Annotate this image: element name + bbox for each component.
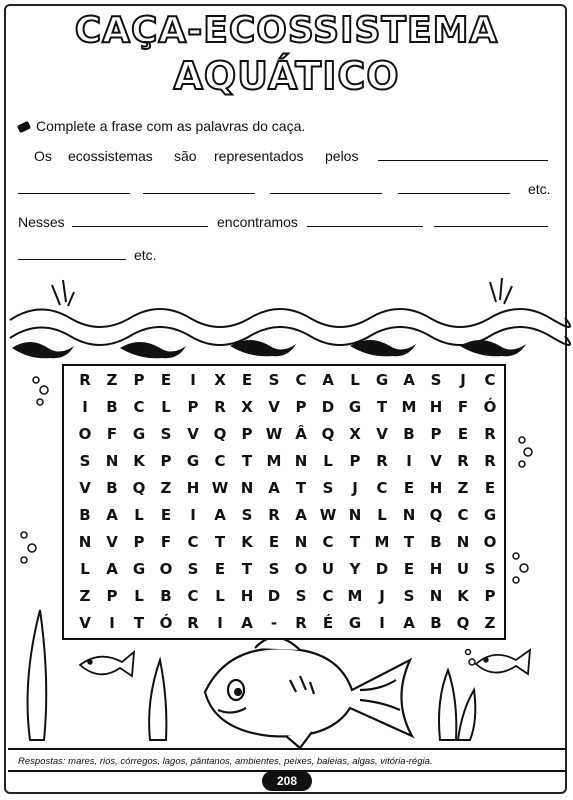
- grid-letter[interactable]: Q: [456, 614, 470, 632]
- grid-letter[interactable]: X: [214, 371, 226, 389]
- grid-letter[interactable]: V: [430, 452, 442, 470]
- grid-letter[interactable]: W: [211, 479, 229, 497]
- grid-letter[interactable]: N: [294, 533, 308, 551]
- grid-letter[interactable]: Ó: [159, 614, 173, 632]
- grid-letter[interactable]: U: [456, 560, 470, 578]
- grid-letter[interactable]: N: [429, 587, 443, 605]
- grid-letter[interactable]: F: [106, 425, 118, 443]
- grid-letter[interactable]: L: [350, 371, 360, 389]
- grid-letter[interactable]: K: [133, 452, 145, 470]
- grid-letter[interactable]: W: [319, 506, 337, 524]
- grid-letter[interactable]: H: [429, 398, 443, 416]
- grid-letter[interactable]: R: [187, 614, 199, 632]
- grid-letter[interactable]: P: [133, 371, 145, 389]
- sentence1-word: representados: [214, 148, 304, 164]
- grid-letter[interactable]: F: [160, 533, 172, 551]
- grid-letter[interactable]: C: [484, 371, 496, 389]
- grid-letter[interactable]: L: [161, 398, 171, 416]
- grid-letter[interactable]: I: [406, 452, 412, 470]
- grid-letter[interactable]: M: [347, 587, 363, 605]
- grid-letter[interactable]: C: [214, 452, 226, 470]
- grid-letter[interactable]: Ó: [483, 398, 497, 416]
- grid-letter[interactable]: É: [322, 614, 334, 632]
- grid-letter[interactable]: B: [160, 587, 172, 605]
- grid-letter[interactable]: V: [187, 425, 199, 443]
- sentence1-word: Os: [34, 148, 52, 164]
- grid-letter[interactable]: J: [460, 371, 466, 389]
- grid-letter[interactable]: O: [78, 425, 92, 443]
- sentence1-word: são: [174, 148, 197, 164]
- grid-letter[interactable]: S: [241, 506, 253, 524]
- grid-letter[interactable]: E: [241, 371, 253, 389]
- grid-letter[interactable]: R: [214, 398, 226, 416]
- grid-letter[interactable]: Q: [429, 506, 443, 524]
- grid-letter[interactable]: E: [403, 479, 415, 497]
- grid-letter[interactable]: H: [429, 479, 443, 497]
- grid-letter[interactable]: Â: [295, 425, 307, 443]
- grid-letter[interactable]: A: [322, 371, 334, 389]
- grid-letter[interactable]: N: [294, 452, 308, 470]
- grid-letter[interactable]: B: [79, 506, 91, 524]
- grid-letter[interactable]: M: [401, 398, 417, 416]
- sentence2-word: Nesses: [18, 214, 65, 230]
- grid-letter[interactable]: T: [133, 614, 145, 632]
- waves: [10, 309, 570, 345]
- grid-letter[interactable]: E: [403, 560, 415, 578]
- grid-letter[interactable]: P: [349, 452, 361, 470]
- page-number: 208: [262, 771, 312, 791]
- grid-letter[interactable]: S: [403, 587, 415, 605]
- grid-letter[interactable]: R: [295, 614, 307, 632]
- grid-letter[interactable]: S: [295, 587, 307, 605]
- grid-letter[interactable]: N: [402, 506, 416, 524]
- grid-letter[interactable]: W: [265, 425, 283, 443]
- grid-letter[interactable]: B: [430, 533, 442, 551]
- sentence2-word: encontramos: [217, 214, 298, 230]
- grid-letter[interactable]: T: [214, 533, 226, 551]
- grid-letter[interactable]: S: [268, 560, 280, 578]
- grid-letter[interactable]: G: [483, 506, 497, 524]
- grid-letter[interactable]: T: [376, 398, 388, 416]
- grid-letter[interactable]: K: [457, 587, 469, 605]
- grid-letter[interactable]: N: [78, 533, 92, 551]
- grid-letter[interactable]: G: [132, 560, 146, 578]
- grid-letter[interactable]: D: [321, 398, 335, 416]
- grid-letter[interactable]: X: [241, 398, 253, 416]
- sentence1-end: etc.: [528, 181, 551, 197]
- grid-letter[interactable]: C: [295, 371, 307, 389]
- grid-letter[interactable]: H: [429, 560, 443, 578]
- grid-letter[interactable]: N: [240, 479, 254, 497]
- grid-letter[interactable]: T: [295, 479, 307, 497]
- answer-key: Respostas: mares, rios, córregos, lagos, pântanos, ambientes, peixes, baleias, algas, vitória-régia.: [8, 748, 565, 772]
- grid-letter[interactable]: N: [348, 506, 362, 524]
- grid-letter[interactable]: N: [105, 452, 119, 470]
- water-splash-icon: [490, 278, 512, 304]
- grid-letter[interactable]: Z: [79, 587, 91, 605]
- grid-letter[interactable]: B: [430, 614, 442, 632]
- grid-letter[interactable]: S: [322, 479, 334, 497]
- grid-letter[interactable]: S: [268, 371, 280, 389]
- grid-letter[interactable]: P: [430, 425, 442, 443]
- grid-letter[interactable]: M: [266, 452, 282, 470]
- grid-letter[interactable]: I: [379, 614, 385, 632]
- grid-letter[interactable]: C: [187, 533, 199, 551]
- grid-letter[interactable]: E: [160, 371, 172, 389]
- grid-letter[interactable]: H: [240, 587, 254, 605]
- grid-letter[interactable]: R: [79, 371, 91, 389]
- grid-letter[interactable]: A: [403, 371, 415, 389]
- grid-letter[interactable]: R: [457, 452, 469, 470]
- grid-letter[interactable]: L: [134, 587, 144, 605]
- grid-letter[interactable]: C: [133, 398, 145, 416]
- grid-letter[interactable]: A: [403, 614, 415, 632]
- grid-letter[interactable]: Z: [160, 479, 172, 497]
- grid-letter[interactable]: P: [133, 533, 145, 551]
- grid-letter[interactable]: K: [241, 533, 253, 551]
- grid-letter[interactable]: A: [295, 506, 307, 524]
- grid-letter[interactable]: D: [375, 560, 389, 578]
- grid-letter[interactable]: P: [241, 425, 253, 443]
- grid-letter[interactable]: T: [241, 560, 253, 578]
- grid-letter[interactable]: F: [457, 398, 469, 416]
- grid-letter[interactable]: B: [403, 425, 415, 443]
- grid-letter[interactable]: I: [109, 614, 115, 632]
- sentence1-word: pelos: [325, 148, 359, 164]
- grid-letter[interactable]: R: [376, 452, 388, 470]
- grid-letter[interactable]: S: [484, 560, 496, 578]
- water-splash-icon: [52, 280, 74, 306]
- grid-letter[interactable]: Q: [321, 425, 335, 443]
- sentence1-word: ecossistemas: [68, 148, 153, 164]
- grid-letter[interactable]: T: [349, 533, 361, 551]
- grid-letter[interactable]: E: [160, 506, 172, 524]
- grid-letter[interactable]: G: [132, 425, 146, 443]
- grid-letter[interactable]: E: [268, 533, 280, 551]
- grid-letter[interactable]: I: [217, 614, 223, 632]
- grid-letter[interactable]: C: [376, 479, 388, 497]
- grid-letter[interactable]: R: [484, 452, 496, 470]
- grid-letter[interactable]: Z: [457, 479, 469, 497]
- grid-letter[interactable]: A: [214, 506, 226, 524]
- grid-letter[interactable]: X: [349, 425, 361, 443]
- grid-letter[interactable]: Z: [484, 614, 496, 632]
- grid-letter[interactable]: G: [375, 371, 389, 389]
- grid-letter[interactable]: L: [215, 587, 225, 605]
- grid-letter[interactable]: T: [403, 533, 415, 551]
- grid-letter[interactable]: S: [160, 425, 172, 443]
- grid-letter[interactable]: G: [348, 398, 362, 416]
- grid-letter[interactable]: S: [187, 560, 199, 578]
- grid-letter[interactable]: R: [484, 425, 496, 443]
- sentence2-end: etc.: [134, 247, 157, 263]
- grid-letter[interactable]: A: [106, 560, 118, 578]
- grid-letter[interactable]: C: [187, 587, 199, 605]
- grid-letter[interactable]: T: [241, 452, 253, 470]
- grid-letter[interactable]: L: [323, 452, 333, 470]
- grid-letter[interactable]: C: [322, 587, 334, 605]
- grid-letter[interactable]: S: [430, 371, 442, 389]
- grid-letter[interactable]: A: [241, 614, 253, 632]
- grid-letter[interactable]: G: [348, 614, 362, 632]
- grid-letter[interactable]: S: [79, 452, 91, 470]
- grid-letter[interactable]: J: [379, 587, 385, 605]
- grid-letter[interactable]: Z: [106, 371, 118, 389]
- grid-letter[interactable]: V: [106, 533, 118, 551]
- title-line-2: AQUÁTICO: [173, 54, 400, 98]
- grid-letter[interactable]: L: [80, 560, 90, 578]
- grid-letter[interactable]: J: [352, 479, 358, 497]
- grid-letter[interactable]: Y: [349, 560, 361, 578]
- grid-letter[interactable]: I: [190, 506, 196, 524]
- grid-letter[interactable]: V: [268, 398, 280, 416]
- grid-letter[interactable]: V: [79, 479, 91, 497]
- grid-letter[interactable]: Q: [213, 425, 227, 443]
- grid-letter[interactable]: E: [214, 560, 226, 578]
- word-search-grid: [62, 364, 506, 640]
- grid-letter[interactable]: A: [268, 479, 280, 497]
- grid-letter[interactable]: I: [82, 398, 88, 416]
- grid-letter[interactable]: U: [321, 560, 335, 578]
- grid-letter[interactable]: L: [377, 506, 387, 524]
- grid-letter[interactable]: N: [456, 533, 470, 551]
- grid-letter[interactable]: P: [187, 398, 199, 416]
- grid-letter[interactable]: H: [186, 479, 200, 497]
- grid-letter[interactable]: P: [295, 398, 307, 416]
- grid-letter[interactable]: O: [483, 533, 497, 551]
- grid-letter[interactable]: I: [190, 371, 196, 389]
- grid-letter[interactable]: M: [374, 533, 390, 551]
- grid-letter[interactable]: B: [106, 398, 118, 416]
- grid-letter[interactable]: P: [160, 452, 172, 470]
- small-fish-icon: [80, 652, 134, 676]
- grid-letter[interactable]: P: [106, 587, 118, 605]
- grid-letter[interactable]: R: [268, 506, 280, 524]
- grid-letter[interactable]: A: [106, 506, 118, 524]
- big-fish-icon: [205, 637, 412, 748]
- grid-letter[interactable]: C: [457, 506, 469, 524]
- grid-letter[interactable]: Q: [132, 479, 146, 497]
- grid-letter[interactable]: O: [159, 560, 173, 578]
- grid-letter[interactable]: E: [484, 479, 496, 497]
- grid-letter[interactable]: C: [322, 533, 334, 551]
- grid-letter[interactable]: D: [267, 587, 281, 605]
- instruction-text: Complete a frase com as palavras do caça.: [36, 118, 306, 134]
- grid-letter[interactable]: G: [186, 452, 200, 470]
- grid-letter[interactable]: L: [134, 506, 144, 524]
- grid-letter[interactable]: B: [106, 479, 118, 497]
- title-line-1: CAÇA-ECOSSISTEMA: [74, 10, 499, 51]
- grid-letter[interactable]: -: [270, 614, 278, 632]
- grid-letter[interactable]: P: [484, 587, 496, 605]
- grid-letter[interactable]: V: [79, 614, 91, 632]
- grid-letter[interactable]: E: [457, 425, 469, 443]
- grid-letter[interactable]: V: [376, 425, 388, 443]
- grid-letter[interactable]: O: [294, 560, 308, 578]
- small-fish-icon: [476, 650, 530, 674]
